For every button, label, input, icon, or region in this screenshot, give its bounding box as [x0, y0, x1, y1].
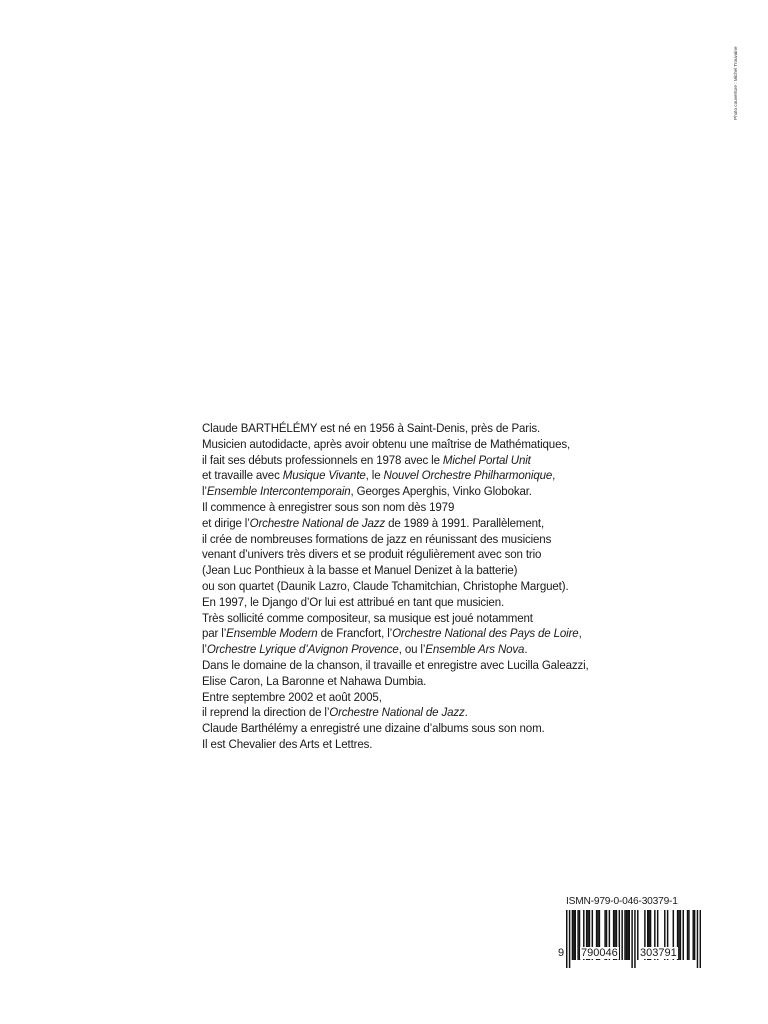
bio-line	[202, 563, 667, 579]
bio-text: Musicien autodidacte, après avoir obtenu une maîtrise de Mathématiques,	[202, 436, 571, 451]
barcode-bar	[621, 910, 622, 960]
barcode-bar	[680, 910, 681, 960]
bio-text: il fait ses débuts professionnels en 1978 avec le	[202, 452, 443, 467]
barcode-bar	[572, 910, 573, 960]
bio-text: .	[464, 705, 468, 720]
bio-italic-name: Orchestre National de Jazz	[329, 705, 465, 720]
bio-line	[202, 595, 667, 611]
bio-text: de 1989 à 1991. Parallèlement,	[385, 515, 545, 530]
barcode-bar	[569, 910, 570, 968]
bio-text: par l’	[202, 626, 227, 641]
barcode-block	[558, 896, 701, 968]
bio-line	[202, 674, 667, 690]
bio-italic-name: Ensemble Ars Nova	[425, 642, 525, 657]
bio-text: (Jean Luc Ponthieux à la basse et Manuel Denizet à la batterie)	[202, 563, 518, 578]
bio-text: de Francfort, l’	[317, 626, 393, 641]
bio-line	[202, 690, 667, 706]
bio-text: En 1997, le Django d’Or lui est attribué en tant que musicien.	[202, 594, 505, 609]
barcode-bar	[627, 910, 628, 960]
bio-text: , Georges Aperghis, Vinko Globokar.	[350, 484, 532, 499]
barcode-bar	[619, 910, 620, 960]
bio-text: Il commence à enregistrer sous son nom dès 1979	[202, 499, 455, 514]
barcode-bar	[694, 910, 695, 960]
bio-line	[202, 611, 667, 627]
bio-line	[202, 737, 667, 753]
bio-text: venant d’univers très divers et se produit régulièrement avec son trio	[202, 547, 542, 562]
photo-credit-text: Photo couverture : Michel Trouvaine	[733, 46, 738, 120]
barcode-bar	[573, 910, 574, 960]
bio-line	[202, 658, 667, 674]
barcode-image	[566, 910, 701, 968]
photo-credit	[733, 46, 743, 120]
bio-text: Claude Barthélémy a enregistré une dizaine d’albums sous son nom.	[202, 721, 545, 736]
bio-line	[202, 721, 667, 737]
bio-italic-name: Orchestre Lyrique d’Avignon Provence	[206, 642, 399, 657]
bio-italic-name: Orchestre National des Pays de Loire	[392, 626, 579, 641]
bio-line	[202, 705, 667, 721]
bio-line	[202, 453, 667, 469]
barcode-bar	[697, 910, 698, 968]
bio-text: l’	[202, 642, 207, 657]
barcode-digits-right: 303791	[640, 947, 677, 959]
bio-text: il crée de nombreuses formations de jazz en réunissant des musiciens	[202, 531, 552, 546]
bio-italic-name: Musique Vivante	[282, 468, 366, 483]
barcode-digit-lead: 9	[558, 947, 565, 959]
bio-italic-name: Ensemble Intercontemporain	[206, 484, 351, 499]
bio-line	[202, 579, 667, 595]
bio-line	[202, 532, 667, 548]
barcode-bar	[687, 910, 688, 960]
barcode-bar	[700, 910, 701, 968]
bio-text: .	[524, 642, 528, 657]
biography-text	[202, 421, 667, 753]
bio-text: il reprend la direction de l’	[202, 705, 330, 720]
barcode-bar	[629, 910, 630, 960]
barcode-bar	[624, 910, 625, 960]
barcode-bar	[634, 910, 635, 968]
bio-line	[202, 421, 667, 437]
bio-line	[202, 516, 667, 532]
bio-text: et dirige l’	[202, 515, 250, 530]
bio-line	[202, 484, 667, 500]
bio-text: ou son quartet (Daunik Lazro, Claude Tchamitchian, Christophe Marguet).	[202, 578, 569, 593]
bio-text: Dans le domaine de la chanson, il travaille et enregistre avec Lucilla Galeazzi,	[202, 657, 589, 672]
bio-text: Entre septembre 2002 et août 2005,	[202, 689, 382, 704]
bio-text: , le	[365, 468, 384, 483]
bio-line	[202, 626, 667, 642]
bio-italic-name: Orchestre National de Jazz	[249, 515, 386, 530]
bio-text: Claude BARTHÉLÉMY est né en 1956 à Saint-Denis, près de Paris.	[202, 421, 541, 435]
barcode-digits-left: 790046	[581, 947, 618, 959]
barcode-bar	[566, 910, 567, 968]
bio-line	[202, 500, 667, 516]
bio-line	[202, 437, 667, 453]
barcode-bar	[683, 910, 684, 960]
bio-text: Il est Chevalier des Arts et Lettres.	[202, 736, 373, 751]
bio-line	[202, 642, 667, 658]
bio-text: et travaille avec	[202, 468, 283, 483]
barcode-bar	[631, 910, 632, 968]
barcode-bar	[678, 910, 679, 960]
bio-text: Très sollicité comme compositeur, sa musique est joué notamment	[202, 610, 533, 625]
bio-line	[202, 547, 667, 563]
bio-italic-name: Nouvel Orchestre Philharmonique	[383, 468, 553, 483]
bio-text: ,	[552, 468, 556, 483]
barcode-bar	[626, 910, 627, 960]
bio-text: ,	[578, 626, 582, 641]
ismn-number: ISMN-979-0-046-30379-1	[566, 896, 678, 907]
barcode-bar	[688, 910, 689, 960]
bio-italic-name: Michel Portal Unit	[442, 452, 531, 467]
barcode-bar	[692, 910, 693, 960]
bio-text: Elise Caron, La Baronne et Nahawa Dumbia.	[202, 673, 427, 688]
barcode-bar	[577, 910, 578, 960]
bio-text: l’	[202, 484, 207, 499]
barcode-bar	[575, 910, 576, 960]
bio-text: , ou l’	[398, 642, 426, 657]
bio-line	[202, 468, 667, 484]
bio-italic-name: Ensemble Modern	[226, 626, 318, 641]
